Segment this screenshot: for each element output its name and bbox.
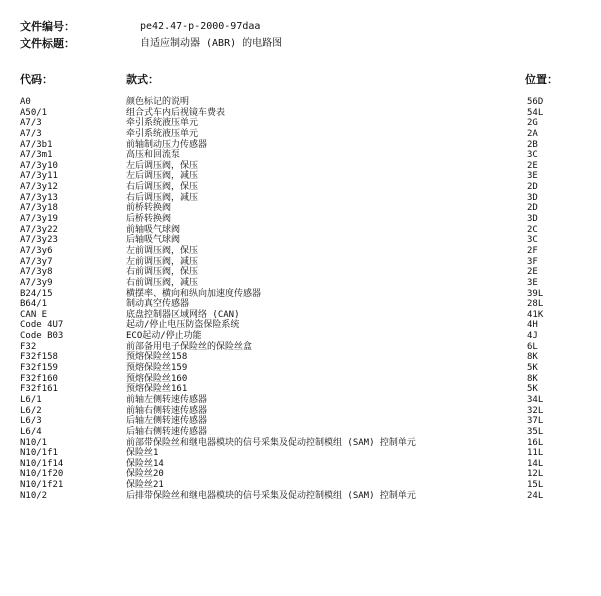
row-position: 5K: [527, 384, 538, 395]
row-code: A7/3: [20, 128, 42, 139]
row-code: A7/3y18: [20, 203, 58, 214]
doc-number-line: [20, 20, 580, 34]
table-row: [0, 140, 601, 151]
row-position: 2F: [527, 245, 538, 256]
table-row: [0, 480, 601, 491]
row-position: 2G: [527, 118, 538, 129]
table-row: [0, 363, 601, 374]
row-code: A7/3y7: [20, 256, 53, 267]
row-model: 底盘控制器区域网络 (CAN): [126, 309, 240, 320]
row-model: 制动真空传感器: [126, 299, 190, 310]
row-model: 右前调压阀，保压: [126, 267, 199, 278]
row-code: F32f161: [20, 384, 58, 395]
row-position: 3D: [527, 214, 538, 225]
row-code: A7/3y19: [20, 214, 58, 225]
row-position: 2D: [527, 203, 538, 214]
row-position: 56D: [527, 97, 544, 107]
row-model: 前轴制动压力传感器: [126, 139, 208, 150]
table-row: [0, 150, 601, 161]
table-row: [0, 182, 601, 193]
row-model: 高压和回流泵: [126, 150, 181, 161]
row-code: A7/3: [20, 118, 42, 129]
component-list: [0, 97, 601, 501]
row-code: F32: [20, 341, 37, 352]
row-code: L6/1: [20, 394, 42, 405]
doc-title-label: 文件标题：: [20, 37, 75, 50]
table-row: [0, 246, 601, 257]
row-code: A0: [20, 97, 31, 107]
row-model: 左后调压阀，减压: [126, 171, 199, 182]
row-position: 8K: [527, 373, 538, 384]
row-position: 8K: [527, 352, 538, 363]
row-code: B64/1: [20, 299, 48, 310]
table-row: [0, 491, 601, 502]
row-model: 右后调压阀，保压: [126, 182, 199, 193]
row-position: 41K: [527, 309, 544, 320]
table-row: [0, 416, 601, 427]
row-position: 34L: [527, 394, 544, 405]
table-row: [0, 235, 601, 246]
doc-number-label: 文件编号：: [20, 20, 75, 33]
row-position: 3E: [527, 171, 538, 182]
table-row: [0, 267, 601, 278]
table-row: [0, 161, 601, 172]
row-position: 4H: [527, 320, 538, 331]
table-row: [0, 225, 601, 236]
row-code: N10/2: [20, 490, 48, 501]
table-row: [0, 427, 601, 438]
table-row: [0, 108, 601, 119]
row-position: 2B: [527, 139, 538, 150]
row-position: 4J: [527, 331, 538, 342]
row-model: 牵引系统液压单元: [126, 128, 199, 139]
row-code: Code B03: [20, 331, 64, 342]
table-row: [0, 374, 601, 385]
row-model: 右后调压阀，减压: [126, 192, 199, 203]
row-code: A7/3y13: [20, 192, 58, 203]
table-row: [0, 289, 601, 300]
table-row: [0, 257, 601, 268]
row-position: 2C: [527, 224, 538, 235]
table-row: [0, 448, 601, 459]
doc-title-line: [20, 37, 580, 51]
row-model: 后桥转换阀: [126, 214, 172, 225]
row-code: A7/3m1: [20, 150, 53, 161]
table-row: [0, 384, 601, 395]
row-model: 组合式车内后视镜车费表: [126, 107, 226, 118]
row-position: 54L: [527, 107, 544, 118]
row-code: F32f158: [20, 352, 58, 363]
table-row: [0, 438, 601, 449]
table-row: [0, 203, 601, 214]
row-code: A7/3y9: [20, 277, 53, 288]
row-model: 左后调压阀，保压: [126, 160, 199, 171]
table-row: [0, 320, 601, 331]
row-model: 前轴右侧转速传感器: [126, 405, 208, 416]
row-code: L6/4: [20, 426, 42, 437]
row-code: A50/1: [20, 107, 48, 118]
row-code: L6/3: [20, 416, 42, 427]
row-model: 右前调压阀，减压: [126, 277, 199, 288]
row-position: 37L: [527, 416, 544, 427]
row-code: N10/1f20: [20, 469, 64, 480]
row-model: 后轴吸气球阀: [126, 235, 181, 246]
row-model: 后轴左侧转速传感器: [126, 416, 208, 427]
row-position: 24L: [527, 490, 544, 501]
table-row: [0, 342, 601, 353]
row-position: 3E: [527, 277, 538, 288]
row-position: 2E: [527, 267, 538, 278]
table-row: [0, 395, 601, 406]
row-code: N10/1f1: [20, 448, 58, 459]
table-row: [0, 459, 601, 470]
row-code: N10/1f21: [20, 480, 64, 491]
row-code: F32f160: [20, 373, 58, 384]
doc-title-value: 自适应制动器 (ABR) 的电路图: [140, 38, 283, 49]
column-header-code: 代码：: [20, 73, 53, 86]
table-row: [0, 171, 601, 182]
column-header-model: 款式：: [126, 73, 159, 86]
row-code: A7/3b1: [20, 139, 53, 150]
table-row: [0, 331, 601, 342]
row-position: 2E: [527, 160, 538, 171]
row-position: 16L: [527, 437, 544, 448]
table-row: [0, 118, 601, 129]
table-row: [0, 129, 601, 140]
row-code: A7/3y11: [20, 171, 58, 182]
row-code: A7/3y6: [20, 245, 53, 256]
table-row: [0, 310, 601, 321]
column-header-position: 位置：: [525, 73, 558, 86]
row-code: A7/3y12: [20, 182, 58, 193]
row-position: 6L: [527, 341, 538, 352]
row-code: A7/3y22: [20, 224, 58, 235]
table-row: [0, 469, 601, 480]
row-position: 32L: [527, 405, 544, 416]
row-position: 35L: [527, 426, 544, 437]
row-model: 保险丝20: [126, 469, 164, 480]
table-row: [0, 193, 601, 204]
table-row: [0, 214, 601, 225]
row-position: 15L: [527, 480, 544, 491]
row-model: 保险丝14: [126, 458, 164, 469]
row-model: 后排带保险丝和继电器模块的信号采集及促动控制模组 (SAM) 控制单元: [126, 490, 416, 501]
row-model: 牵引系统液压单元: [126, 118, 199, 129]
row-model: 前轴左侧转速传感器: [126, 394, 208, 405]
row-code: CAN E: [20, 309, 48, 320]
row-code: A7/3y8: [20, 267, 53, 278]
row-model: 预熔保险丝159: [126, 363, 188, 374]
row-code: N10/1: [20, 437, 48, 448]
row-position: 5K: [527, 363, 538, 374]
row-position: 2D: [527, 182, 538, 193]
row-model: 横摆率、横向和纵向加速度传感器: [126, 288, 262, 299]
row-code: A7/3y10: [20, 160, 58, 171]
row-model: ECO起动/停止功能: [126, 331, 202, 342]
row-model: 预熔保险丝158: [126, 352, 188, 363]
row-code: N10/1f14: [20, 458, 64, 469]
row-code: B24/15: [20, 288, 53, 299]
row-code: F32f159: [20, 363, 58, 374]
row-model: 前桥转换阀: [126, 203, 172, 214]
row-model: 保险丝1: [126, 448, 159, 459]
row-code: Code 4U7: [20, 320, 64, 331]
table-row: [0, 97, 601, 108]
row-position: 12L: [527, 469, 544, 480]
table-row: [0, 299, 601, 310]
row-code: L6/2: [20, 405, 42, 416]
row-model: 前轴吸气球阀: [126, 224, 181, 235]
doc-number-value: pe42.47-p-2000-97daa: [140, 21, 261, 32]
row-position: 39L: [527, 288, 544, 299]
table-row: [0, 352, 601, 363]
row-position: 3C: [527, 150, 538, 161]
row-position: 3F: [527, 256, 538, 267]
row-model: 前部带保险丝和继电器模块的信号采集及促动控制模组 (SAM) 控制单元: [126, 437, 416, 448]
row-model: 后轴右侧转速传感器: [126, 426, 208, 437]
row-model: 预熔保险丝161: [126, 384, 188, 395]
row-position: 2A: [527, 128, 538, 139]
row-model: 预熔保险丝160: [126, 373, 188, 384]
row-position: 3D: [527, 192, 538, 203]
table-row: [0, 278, 601, 289]
row-model: 左前调压阀，保压: [126, 245, 199, 256]
row-position: 11L: [527, 448, 544, 459]
row-model: 前部备用电子保险丝的保险丝盒: [126, 341, 253, 352]
row-model: 颜色标记的说明: [126, 97, 190, 107]
row-position: 14L: [527, 458, 544, 469]
row-model: 左前调压阀，减压: [126, 256, 199, 267]
table-row: [0, 406, 601, 417]
row-position: 28L: [527, 299, 544, 310]
row-code: A7/3y23: [20, 235, 58, 246]
row-model: 保险丝21: [126, 480, 164, 491]
row-position: 3C: [527, 235, 538, 246]
row-model: 起动/停止电压防盗保险系统: [126, 320, 240, 331]
